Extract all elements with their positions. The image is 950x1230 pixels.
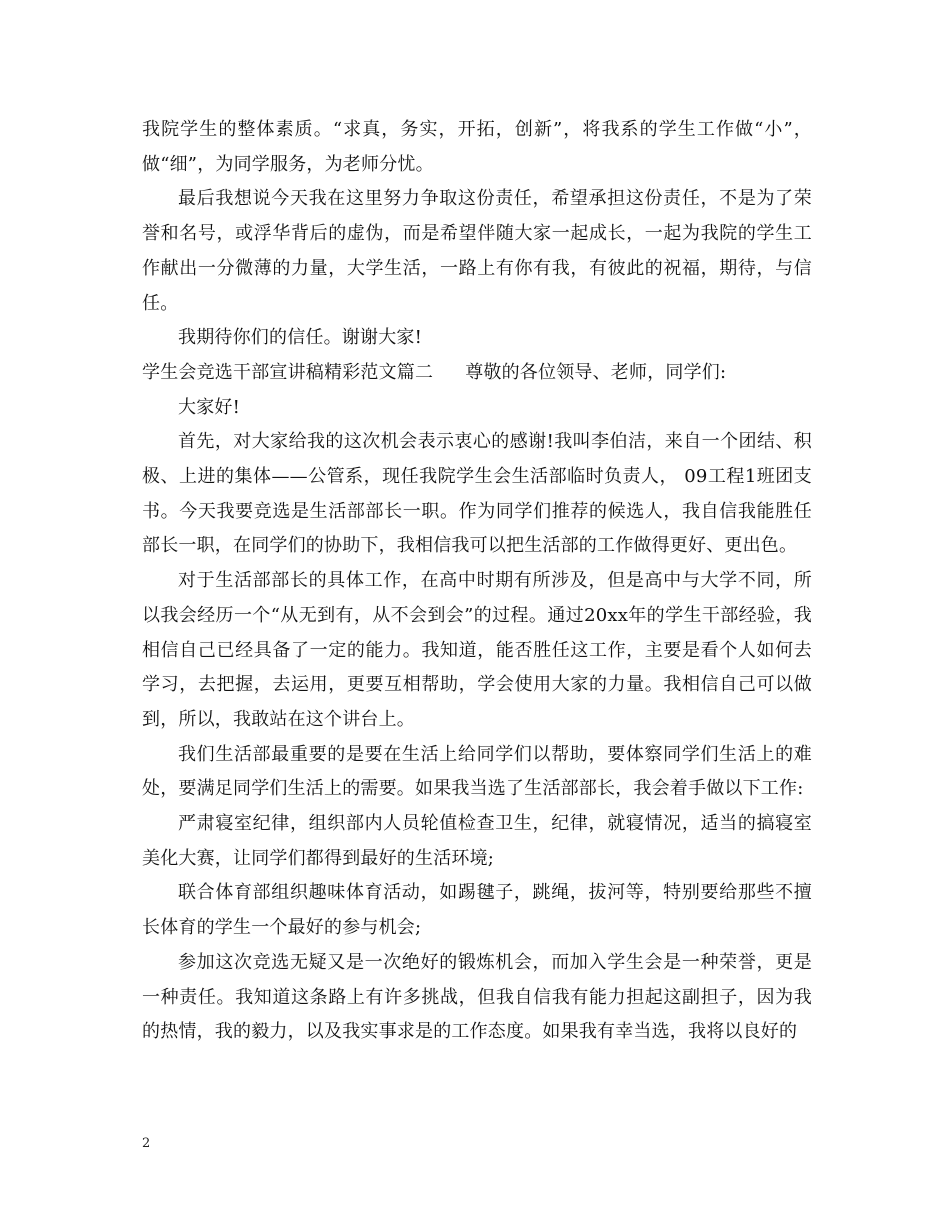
document-body <box>142 113 812 1050</box>
paragraph: 我期待你们的信任。谢谢大家! <box>178 327 423 349</box>
paragraph: 我院学生的整体素质。“求真，务实，开拓，创新”，将我系的学生工作做“小”，做“细”，为同学服务，为老师分忧。 <box>142 119 812 175</box>
paragraph: 我们生活部最重要的是要在生活上给同学们以帮助，要体察同学们生活上的难处，要满足同学们生活上的需要。如果我当选了生活部部长，我会着手做以下工作: <box>142 743 812 800</box>
paragraph: 严肃寝室纪律，组织部内人员轮值检查卫生，纪律，就寝情况，适当的搞寝室美化大赛，让同学们都得到最好的生活环境; <box>142 813 812 869</box>
page-number: 2 <box>142 1136 151 1151</box>
paragraph: 联合体育部组织趣味体育活动，如踢毽子，跳绳，拔河等，特别要给那些不擅长体育的学生一个最好的参与机会; <box>142 882 812 939</box>
section-heading-line <box>142 356 812 391</box>
greeting: 大家好! <box>178 396 241 418</box>
salutation: 尊敬的各位领导、老师，同学们: <box>465 361 727 383</box>
section-title: 学生会竞选干部宣讲稿精彩范文篇二 <box>142 361 434 383</box>
paragraph: 对于生活部部长的具体工作，在高中时期有所涉及，但是高中与大学不同，所以我会经历一个“从无到有，从不会到会”的过程。通过20xx年的学生干部经验，我相信自己已经具备了一定的能力。我知道，能否胜任这工作，主要是看个人如何去学习，去把握，去运用，更要互相帮助，学会使用大家的力量。我相信自己可以做到，所以，我敢站在这个讲台上。 <box>142 570 812 730</box>
paragraph: 最后我想说今天我在这里努力争取这份责任，希望承担这份责任，不是为了荣誉和名号，或浮华背后的虚伪，而是希望伴随大家一起成长，一起为我院的学生工作献出一分微薄的力量，大学生活，一路上有你有我，有彼此的祝福，期待，与信任。 <box>142 188 812 314</box>
paragraph: 首先，对大家给我的这次机会表示衷心的感谢!我叫李伯洁，来自一个团结、积极、上进的集体——公管系，现任我院学生会生活部临时负责人， 09工程1班团支书。今天我要竞选是生活部部长一职。作为同学们推荐的候选人，我自信我能胜任部长一职，在同学们的协助下，我相信我可以把生活部的工作做得更好、更出色。 <box>142 431 812 557</box>
paragraph: 参加这次竞选无疑又是一次绝好的锻炼机会，而加入学生会是一种荣誉，更是一种责任。我知道这条路上有许多挑战，但我自信我有能力担起这副担子，因为我的热情，我的毅力，以及我实事求是的工作态度。如果我有幸当选，我将以良好的 <box>142 951 812 1043</box>
